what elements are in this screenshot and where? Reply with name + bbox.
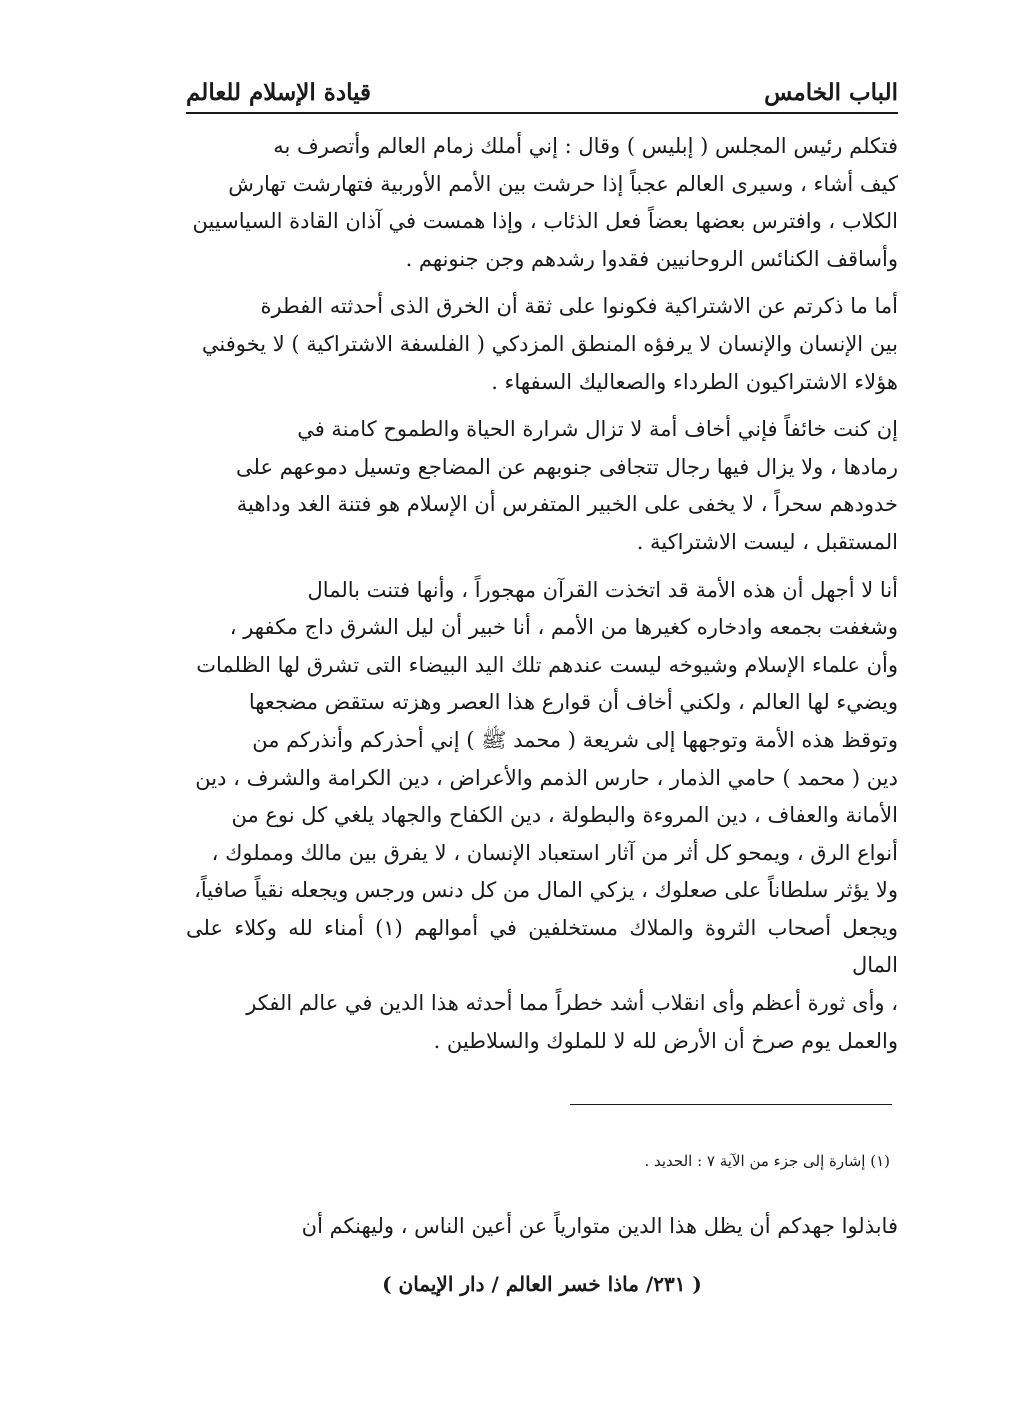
running-header <box>186 72 898 114</box>
text-line: إن كنت خائفاً فإني أخاف أمة لا تزال شرارة الحياة والطموح كامنة في <box>297 417 898 442</box>
text-line: بين الإنسان والإنسان لا يرفؤه المنطق المزدكي ( الفلسفة الاشتراكية ) لا يخوفني <box>201 331 898 356</box>
text-line: هؤلاء الاشتراكيون الطرداء والصعاليك السفهاء . <box>491 369 898 394</box>
paragraph-4 <box>186 572 898 1061</box>
book-section-title: قيادة الإسلام للعالم <box>186 78 372 106</box>
text-line: المستقبل ، ليست الاشتراكية . <box>636 529 898 554</box>
text-line: وأن علماء الإسلام وشيوخه ليست عندهم تلك اليد البيضاء التى تشرق لها الظلمات <box>196 652 898 677</box>
text-line: وتوقظ هذه الأمة وتوجهها إلى شريعة ( محمد ﷺ ) إني أحذركم وأنذركم من <box>252 727 898 752</box>
footnote-divider <box>570 1104 892 1105</box>
text-line: دين ( محمد ) حامي الذمار ، حارس الذمم والأعراض ، دين الكرامة والشرف ، دين <box>195 765 898 790</box>
paragraph-1 <box>186 128 898 278</box>
text-line: وأساقف الكنائس الروحانيين فقدوا رشدهم وجن جنونهم . <box>405 246 898 271</box>
text-line: رمادها ، ولا يزال فيها رجال تتجافى جنوبهم عن المضاجع وتسيل دموعهم على <box>236 454 898 479</box>
text-line: ويجعل أصحاب الثروة والملاك مستخلفين في أموالهم (١) أمناء لله وكلاء على المال <box>186 915 898 978</box>
text-line: أنواع الرق ، ويمحو كل أثر من آثار استعباد الإنسان ، لا يفرق بين مالك ومملوك ، <box>211 840 898 865</box>
paragraph-3 <box>186 411 898 561</box>
text-line: أما ما ذكرتم عن الاشتراكية فكونوا على ثقة أن الخرق الذى أحدثته الفطرة <box>260 294 898 319</box>
text-line: الكلاب ، وافترس بعضها بعضاً فعل الذئاب ، وإذا همست في آذان القادة السياسيين <box>192 209 898 234</box>
text-line: وشغفت بجمعه وادخاره كغيرها من الأمم ، أنا خبير أن ليل الشرق داج مكفهر ، <box>229 615 898 640</box>
text-line: ، وأى ثورة أعظم وأى انقلاب أشد خطراً مما أحدثه هذا الدين في عالم الفكر <box>246 991 898 1016</box>
chapter-title: الباب الخامس <box>764 78 898 106</box>
page-footer: ( ٢٣١/ ماذا خسر العالم / دار الإيمان ) <box>382 1272 702 1296</box>
text-line: والعمل يوم صرخ أن الأرض لله لا للملوك والسلاطين . <box>433 1028 898 1053</box>
footnote: (١) إشارة إلى جزء من الآية ٧ : الحديد . <box>644 1152 890 1170</box>
body-text <box>186 128 898 1060</box>
text-line: خدودهم سحراً ، لا يخفى على الخبير المتفرس أن الإسلام هو فتنة الغد وداهية <box>236 492 898 517</box>
continuation-line: فابذلوا جهدكم أن يظل هذا الدين متوارياً عن أعين الناس ، وليهنكم أن <box>301 1214 898 1238</box>
text-line: أنا لا أجهل أن هذه الأمة قد اتخذت القرآن مهجوراً ، وأنها فتنت بالمال <box>307 577 898 602</box>
paragraph-2 <box>186 288 898 401</box>
text-line: الأمانة والعفاف ، دين المروءة والبطولة ، دين الكفاح والجهاد يلغي كل نوع من <box>231 803 898 828</box>
text-line: ولا يؤثر سلطاناً على صعلوك ، يزكي المال من كل دنس ورجس ويجعله نقياً صافياً، <box>194 878 898 903</box>
text-line: ويضيء لها العالم ، ولكني أخاف أن قوارع هذا العصر وهزته ستقض مضجعها <box>248 690 898 715</box>
text-line: كيف أشاء ، وسيرى العالم عجباً إذا حرشت بين الأمم الأوربية فتهارشت تهارش <box>228 171 898 196</box>
text-line: فتكلم رئيس المجلس ( إبليس ) وقال : إني أملك زمام العالم وأتصرف به <box>273 134 898 158</box>
